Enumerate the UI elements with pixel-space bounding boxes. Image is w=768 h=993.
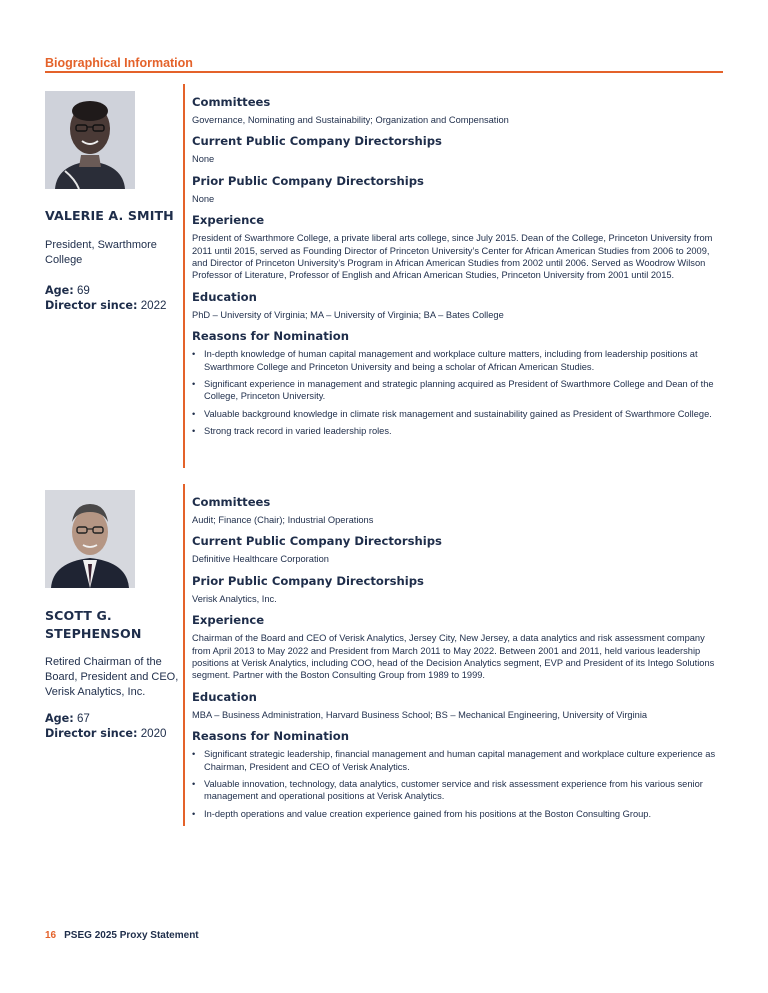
reasons-heading: Reasons for Nomination bbox=[192, 729, 349, 744]
prior-directorships-text: Verisk Analytics, Inc. bbox=[192, 593, 277, 604]
current-directorships-text: Definitive Healthcare Corporation bbox=[192, 554, 329, 565]
director-photo-scott-stephenson bbox=[45, 490, 135, 588]
prior-directorships-text: None bbox=[192, 193, 215, 204]
current-directorships-heading: Current Public Company Directorships bbox=[192, 534, 442, 549]
education-text: PhD – University of Virginia; MA – University of Virginia; BA – Bates College bbox=[192, 309, 504, 320]
list-item: • Valuable innovation, technology, data analytics, customer service and risk assessment experience from his various senior management and operational positions at Verisk Analytics. bbox=[192, 779, 703, 802]
document-title: PSEG 2025 Proxy Statement bbox=[64, 930, 199, 941]
director-name: SCOTT G. STEPHENSON bbox=[45, 608, 142, 641]
age-value: 69 bbox=[76, 284, 90, 297]
list-item: • Strong track record in varied leadership roles. bbox=[192, 426, 392, 437]
since-label: Director since: bbox=[45, 727, 138, 740]
experience-text: Chairman of the Board and CEO of Verisk Analytics, Jersey City, New Jersey, a data analytics and risk assessment company from April 2013 to May 2022 and President from March 2011 to May 2022. Between 2001 and 2011, held various leadership positions at Verisk Analytics, including COO, head of the Decision Analytics segment, EVP and President of its Intego Solutions segment. Partner with the Boston Consulting Group from 1989 to 1999. bbox=[192, 633, 715, 681]
director-since bbox=[45, 298, 167, 314]
since-value: 2022 bbox=[140, 299, 167, 312]
page-number: 16 bbox=[45, 930, 57, 941]
director-divider bbox=[183, 84, 185, 468]
list-item: • Significant strategic leadership, financial management and human capital management and workplace culture experience as Chairman, President and CEO of Verisk Analytics. bbox=[192, 749, 716, 772]
education-heading: Education bbox=[192, 689, 257, 704]
reasons-heading: Reasons for Nomination bbox=[192, 329, 349, 344]
director-name: VALERIE A. SMITH bbox=[45, 208, 174, 223]
reasons-list bbox=[192, 348, 722, 437]
director-since bbox=[45, 726, 167, 742]
age-label: Age: bbox=[45, 712, 74, 725]
experience-heading: Experience bbox=[192, 613, 265, 628]
director-title: Retired Chairman of the Board, President and CEO, Verisk Analytics, Inc. bbox=[45, 656, 179, 698]
director-photo-valerie-smith bbox=[45, 91, 135, 189]
prior-directorships-heading: Prior Public Company Directorships bbox=[192, 573, 424, 588]
director-title: President, Swarthmore College bbox=[45, 239, 157, 266]
committees-text: Governance, Nominating and Sustainability; Organization and Compensation bbox=[192, 115, 509, 125]
committees-heading: Committees bbox=[192, 495, 271, 509]
section-divider bbox=[45, 71, 723, 73]
committees-heading: Committees bbox=[192, 95, 271, 109]
director-divider bbox=[183, 484, 185, 826]
education-heading: Education bbox=[192, 289, 257, 304]
experience-text: President of Swarthmore College, a private liberal arts college, since July 2015. Dean of the College, Princeton University from 2011 until 2015, served as Founding Director of Princeton University’s Center for African American Studies from 2006 to 2009, and Director of Princeton University’s Program in African American Studies from 2002 until 2006. Served as Woodrow Wilson Professor of Literature, Professor of English and African American Studies, Princeton University from 2001 until 2015. bbox=[192, 233, 713, 281]
since-value: 2020 bbox=[140, 727, 167, 740]
prior-directorships-heading: Prior Public Company Directorships bbox=[192, 173, 424, 188]
director-details-scott-stephenson bbox=[192, 495, 722, 825]
current-directorships-text: None bbox=[192, 154, 215, 165]
page-footer bbox=[45, 930, 199, 941]
education-text: MBA – Business Administration, Harvard Business School; BS – Mechanical Engineering, University of Virginia bbox=[192, 709, 648, 720]
age-label: Age: bbox=[45, 284, 74, 297]
list-item: • Significant experience in management and strategic planning acquired as President of Swarthmore College and Dean of the College, Princeton University. bbox=[192, 379, 714, 402]
committees-text: Audit; Finance (Chair); Industrial Operations bbox=[192, 515, 374, 525]
director-age bbox=[45, 711, 90, 727]
experience-heading: Experience bbox=[192, 213, 265, 228]
director-age bbox=[45, 283, 90, 299]
director-details-valerie-smith bbox=[192, 95, 722, 443]
reasons-list bbox=[192, 748, 722, 820]
age-value: 67 bbox=[76, 712, 90, 725]
since-label: Director since: bbox=[45, 299, 138, 312]
list-item: • In-depth knowledge of human capital management and workplace culture matters, including from leadership positions at Swarthmore College and Princeton University and being a scholar of African American Studies. bbox=[192, 349, 698, 372]
list-item: • In-depth operations and value creation experience gained from his positions at the Boston Consulting Group. bbox=[192, 808, 652, 819]
current-directorships-heading: Current Public Company Directorships bbox=[192, 134, 442, 149]
section-title: Biographical Information bbox=[45, 56, 193, 70]
list-item: • Valuable background knowledge in climate risk management and sustainability gained as President of Swarthmore College. bbox=[192, 408, 712, 419]
